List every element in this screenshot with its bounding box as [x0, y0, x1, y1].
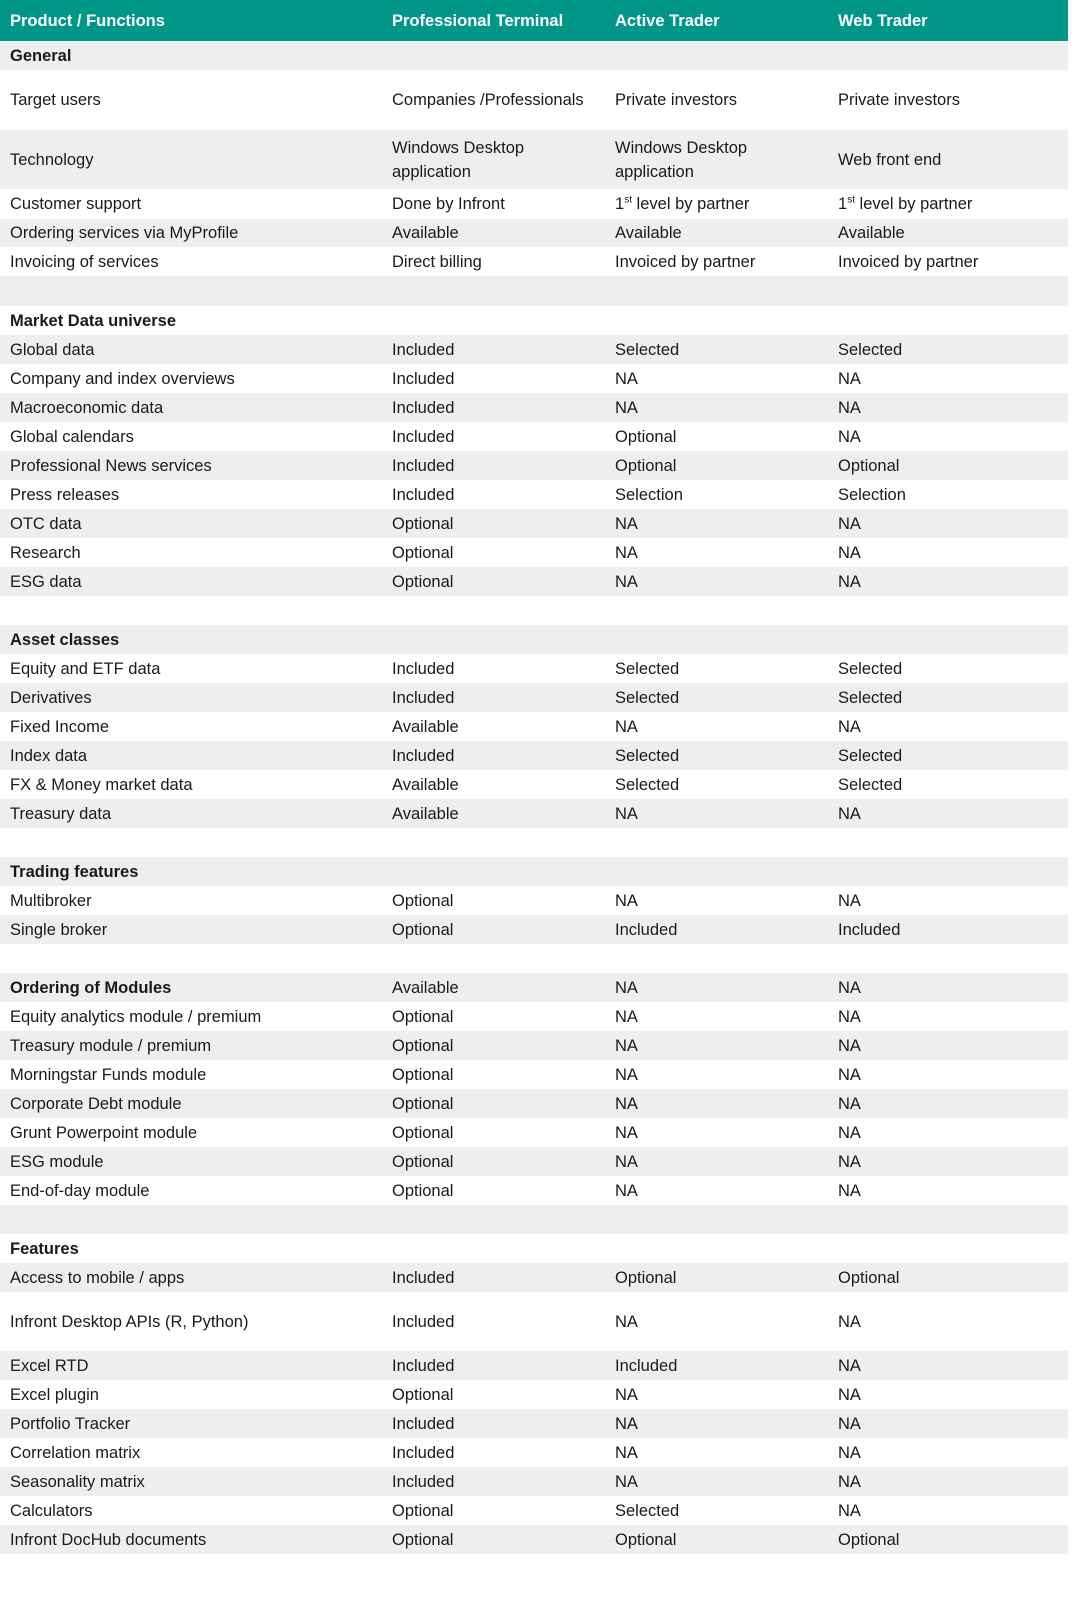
row-label: Infront Desktop APIs (R, Python) — [10, 1312, 249, 1331]
row-label: FX & Money market data — [10, 775, 193, 794]
professional-terminal-cell: Included — [392, 1443, 455, 1462]
active-trader-cell: Optional — [615, 1530, 677, 1549]
table-row — [0, 1176, 1068, 1205]
active-trader-cell: Invoiced by partner — [615, 252, 756, 271]
row-label: Research — [10, 543, 81, 562]
row-label: Professional News services — [10, 456, 212, 475]
table-row — [0, 654, 1068, 683]
table-row — [0, 364, 1068, 393]
table-row — [0, 1147, 1068, 1176]
professional-terminal-cell: Included — [392, 485, 455, 504]
web-trader-cell: NA — [838, 543, 861, 562]
professional-terminal-cell: Included — [392, 1472, 455, 1491]
professional-terminal-cell: Optional — [392, 1123, 454, 1142]
row-label: Treasury module / premium — [10, 1036, 212, 1055]
table-row — [0, 712, 1068, 741]
table-row — [0, 1351, 1068, 1380]
active-trader-cell: NA — [615, 891, 638, 910]
web-trader-cell: Available — [838, 224, 905, 242]
web-trader-cell: NA — [838, 1007, 861, 1026]
table-row — [0, 1525, 1068, 1554]
row-label: Asset classes — [10, 630, 120, 649]
professional-terminal-cell: Optional — [392, 1530, 454, 1549]
table-row — [0, 1263, 1068, 1292]
active-trader-cell: Selected — [615, 340, 680, 359]
table-row — [0, 799, 1068, 828]
web-trader-cell: NA — [838, 804, 861, 823]
active-trader-cell: NA — [615, 572, 638, 591]
table-row — [0, 1409, 1068, 1438]
web-trader-cell: Optional — [838, 1268, 900, 1287]
active-trader-cell: NA — [615, 1385, 638, 1404]
professional-terminal-cell: Optional — [392, 1385, 454, 1404]
active-trader-cell: Selected — [615, 659, 680, 678]
row-label: Press releases — [10, 485, 120, 504]
row-label: Ordering of Modules — [10, 978, 172, 997]
active-trader-cell: NA — [615, 978, 638, 997]
web-trader-cell: NA — [838, 427, 861, 446]
web-trader-cell: NA — [838, 369, 861, 388]
web-trader-cell: Optional — [838, 456, 900, 475]
professional-terminal-cell: Included — [392, 1414, 455, 1433]
row-label: Single broker — [10, 920, 108, 939]
active-trader-cell: Selection — [615, 485, 683, 504]
active-trader-cell: Optional — [615, 456, 677, 475]
row-label: OTC data — [10, 514, 82, 533]
web-trader-cell: Optional — [838, 1530, 900, 1549]
active-trader-cell: Selected — [615, 746, 680, 765]
active-trader-cell: NA — [615, 1094, 638, 1113]
table-row — [0, 1496, 1068, 1525]
active-trader-cell: Optional — [615, 1268, 677, 1287]
professional-terminal-cell: Available — [392, 978, 459, 997]
professional-terminal-cell: Included — [392, 456, 455, 475]
table-row — [0, 130, 1068, 189]
active-trader-cell: NA — [615, 398, 638, 417]
row-label: ESG module — [10, 1152, 104, 1171]
row-label: Trading features — [10, 862, 139, 881]
active-trader-cell: NA — [615, 1312, 638, 1331]
professional-terminal-cell: Optional — [392, 1181, 454, 1200]
row-label: Equity and ETF data — [10, 659, 161, 678]
professional-terminal-cell: Optional — [392, 1501, 454, 1520]
active-trader-cell: Optional — [615, 427, 677, 446]
table-row — [0, 1118, 1068, 1147]
web-trader-cell: Selected — [838, 340, 903, 359]
professional-terminal-cell: Available — [392, 775, 459, 794]
professional-terminal-cell: Included — [392, 659, 455, 678]
table-row — [0, 1060, 1068, 1089]
row-label: Equity analytics module / premium — [10, 1007, 262, 1026]
professional-terminal-cell: Included — [392, 1268, 455, 1287]
header-professional-terminal: Professional Terminal — [392, 11, 564, 30]
web-trader-cell: Web front end — [838, 150, 942, 169]
web-trader-cell: NA — [838, 978, 861, 997]
table-row — [0, 335, 1068, 364]
row-label: General — [10, 46, 72, 65]
professional-terminal-cell: Optional — [392, 572, 454, 591]
web-trader-cell: NA — [838, 1501, 861, 1520]
section-header-row — [0, 973, 1068, 1002]
row-label: Grunt Powerpoint module — [10, 1123, 198, 1142]
table-row — [0, 886, 1068, 915]
web-trader-cell: NA — [838, 514, 861, 533]
active-trader-cell: NA — [615, 1472, 638, 1491]
row-label: ESG data — [10, 572, 82, 591]
header-product-functions: Product / Functions — [10, 11, 165, 30]
professional-terminal-cell: Optional — [392, 514, 454, 533]
row-label: Global data — [10, 340, 95, 359]
active-trader-cell: NA — [615, 1152, 638, 1171]
row-label: Index data — [10, 746, 88, 765]
row-label: Calculators — [10, 1501, 93, 1520]
active-trader-cell: 1st level by partner — [615, 194, 750, 213]
web-trader-cell: NA — [838, 1356, 861, 1375]
table-row — [0, 422, 1068, 451]
row-label: Invoicing of services — [10, 252, 159, 271]
table-header — [0, 0, 1068, 41]
row-label: Correlation matrix — [10, 1443, 141, 1462]
web-trader-cell: NA — [838, 1094, 861, 1113]
table-row — [0, 596, 1068, 625]
professional-terminal-cell: Included — [392, 427, 455, 446]
active-trader-cell: NA — [615, 1065, 638, 1084]
table-row — [0, 770, 1068, 799]
row-label: Corporate Debt module — [10, 1094, 182, 1113]
professional-terminal-cell: Optional — [392, 1094, 454, 1113]
active-trader-cell: NA — [615, 514, 638, 533]
row-label: Company and index overviews — [10, 369, 235, 388]
table-row — [0, 828, 1068, 857]
row-label: Global calendars — [10, 427, 134, 446]
web-trader-cell: NA — [838, 1443, 861, 1462]
active-trader-cell: NA — [615, 1443, 638, 1462]
web-trader-cell: NA — [838, 717, 861, 736]
table-row — [0, 538, 1068, 567]
professional-terminal-cell: Available — [392, 804, 459, 823]
active-trader-cell: Available — [615, 224, 682, 242]
table-row — [0, 451, 1068, 480]
professional-terminal-cell: Included — [392, 340, 455, 359]
professional-terminal-cell: Included — [392, 688, 455, 707]
table-row — [0, 1467, 1068, 1496]
active-trader-cell: Selected — [615, 775, 680, 794]
web-trader-cell: NA — [838, 1123, 861, 1142]
web-trader-cell: Private investors — [838, 91, 960, 109]
professional-terminal-cell: Optional — [392, 891, 454, 910]
table-row — [0, 1380, 1068, 1409]
row-label: Infront DocHub documents — [10, 1530, 207, 1549]
row-label: Multibroker — [10, 891, 92, 910]
table-row — [0, 915, 1068, 944]
professional-terminal-cell: Available — [392, 224, 459, 242]
professional-terminal-cell: Optional — [392, 1065, 454, 1084]
professional-terminal-cell: Included — [392, 1356, 455, 1375]
web-trader-cell: NA — [838, 1181, 861, 1200]
table-row — [0, 219, 1068, 247]
web-trader-cell: NA — [838, 1036, 861, 1055]
active-trader-cell: NA — [615, 1123, 638, 1142]
active-trader-cell: NA — [615, 1036, 638, 1055]
active-trader-cell: NA — [615, 717, 638, 736]
table-row — [0, 480, 1068, 509]
row-label: End-of-day module — [10, 1181, 150, 1200]
active-trader-cell: Selected — [615, 1501, 680, 1520]
web-trader-cell: Selected — [838, 688, 903, 707]
row-label: Fixed Income — [10, 717, 110, 736]
table-row — [0, 1205, 1068, 1234]
row-label: Treasury data — [10, 804, 112, 823]
table-row — [0, 189, 1068, 219]
active-trader-cell: NA — [615, 804, 638, 823]
row-label: Customer support — [10, 195, 142, 213]
row-label: Market Data universe — [10, 311, 176, 330]
table-row — [0, 683, 1068, 712]
web-trader-cell: NA — [838, 1065, 861, 1084]
web-trader-cell: NA — [838, 1414, 861, 1433]
row-label: Portfolio Tracker — [10, 1414, 131, 1433]
active-trader-cell: Selected — [615, 688, 680, 707]
table-row — [0, 70, 1068, 130]
professional-terminal-cell: Direct billing — [392, 252, 482, 271]
table-row — [0, 1031, 1068, 1060]
professional-terminal-cell: Optional — [392, 543, 454, 562]
section-header-row — [0, 857, 1068, 886]
section-header-row — [0, 306, 1068, 335]
row-label: Seasonality matrix — [10, 1472, 145, 1491]
table-row — [0, 567, 1068, 596]
web-trader-cell: NA — [838, 398, 861, 417]
active-trader-cell: NA — [615, 1414, 638, 1433]
section-header-row — [0, 1234, 1068, 1263]
table-row — [0, 276, 1068, 306]
professional-terminal-cell: Included — [392, 398, 455, 417]
table-row — [0, 1438, 1068, 1467]
row-label: Access to mobile / apps — [10, 1268, 185, 1287]
web-trader-cell: NA — [838, 1312, 861, 1331]
table-row — [0, 1292, 1068, 1351]
professional-terminal-cell: Included — [392, 1312, 455, 1331]
active-trader-cell: NA — [615, 543, 638, 562]
web-trader-cell: NA — [838, 891, 861, 910]
web-trader-cell: NA — [838, 1152, 861, 1171]
web-trader-cell: Invoiced by partner — [838, 252, 979, 271]
professional-terminal-cell: Included — [392, 746, 455, 765]
active-trader-cell: NA — [615, 369, 638, 388]
active-trader-cell: Windows Desktop application — [615, 138, 748, 181]
professional-terminal-cell: Optional — [392, 1007, 454, 1026]
active-trader-cell: Included — [615, 920, 678, 939]
web-trader-cell: NA — [838, 572, 861, 591]
professional-terminal-cell: Optional — [392, 920, 454, 939]
table-row — [0, 944, 1068, 973]
web-trader-cell: NA — [838, 1472, 861, 1491]
active-trader-cell: NA — [615, 1007, 638, 1026]
active-trader-cell: NA — [615, 1181, 638, 1200]
web-trader-cell: Included — [838, 920, 901, 939]
web-trader-cell: NA — [838, 1385, 861, 1404]
active-trader-cell: Private investors — [615, 91, 737, 109]
row-label: Technology — [10, 150, 94, 169]
row-label: Derivatives — [10, 688, 92, 707]
professional-terminal-cell: Included — [392, 369, 455, 388]
table-row — [0, 247, 1068, 276]
row-label: Features — [10, 1239, 79, 1258]
table-body — [0, 41, 1068, 1554]
table-row — [0, 509, 1068, 538]
table-row — [0, 1002, 1068, 1031]
professional-terminal-cell: Optional — [392, 1152, 454, 1171]
section-header-row — [0, 41, 1068, 70]
header-web-trader: Web Trader — [838, 11, 928, 30]
web-trader-cell: Selected — [838, 746, 903, 765]
web-trader-cell: Selection — [838, 485, 906, 504]
professional-terminal-cell: Done by Infront — [392, 195, 505, 213]
professional-terminal-cell: Optional — [392, 1036, 454, 1055]
table-row — [0, 741, 1068, 770]
header-active-trader: Active Trader — [615, 11, 720, 30]
web-trader-cell: Selected — [838, 775, 903, 794]
row-label: Excel RTD — [10, 1356, 89, 1375]
table-row — [0, 1089, 1068, 1118]
active-trader-cell: Included — [615, 1356, 678, 1375]
row-label: Excel plugin — [10, 1385, 99, 1404]
row-label: Macroeconomic data — [10, 398, 164, 417]
professional-terminal-cell: Windows Desktop application — [392, 138, 525, 181]
section-header-row — [0, 625, 1068, 654]
professional-terminal-cell: Available — [392, 717, 459, 736]
row-label: Target users — [10, 91, 101, 109]
table-row — [0, 393, 1068, 422]
professional-terminal-cell: Companies /Professionals — [392, 91, 584, 109]
web-trader-cell: Selected — [838, 659, 903, 678]
row-label: Morningstar Funds module — [10, 1065, 207, 1084]
row-label: Ordering services via MyProfile — [10, 224, 239, 242]
web-trader-cell: 1st level by partner — [838, 194, 973, 213]
